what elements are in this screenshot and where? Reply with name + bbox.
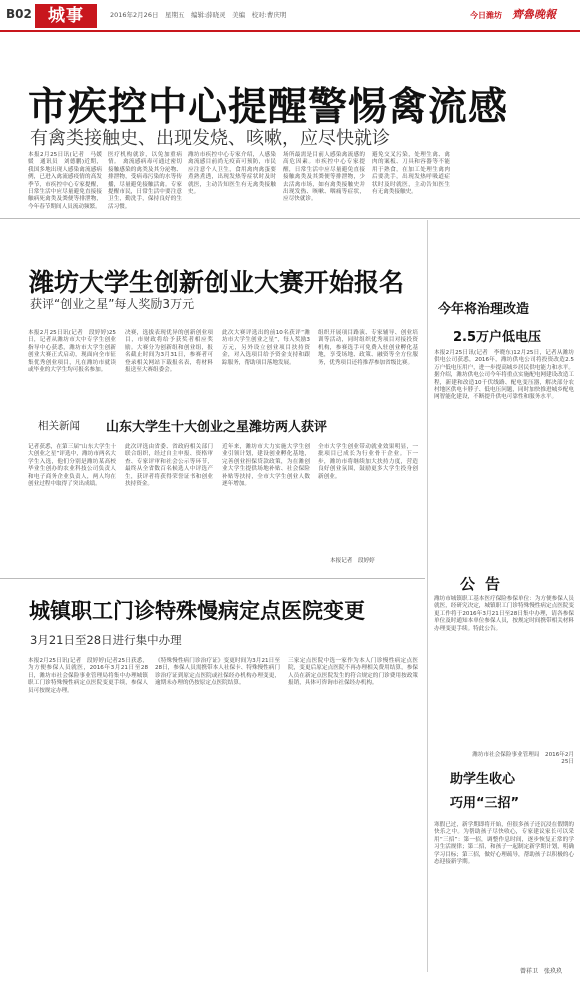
headline-bird-flu: 市疾控中心提醒警惕禽流感: [28, 85, 509, 130]
student-tips-body: 寒假已过，新学期即将开始，但很多孩子还沉浸在假期的快乐之中。为帮助孩子尽快收心，专家建议家长可以采用“三招”：第一招，调整作息时间，逐步恢复正常的学习生活规律；第二招，和孩子一起制定新学期计划，明确学习目标；第三招，做好心理疏导，帮助孩子以积极的心态迎接新学期。: [434, 822, 574, 866]
related-news-label: 相关新闻: [38, 420, 80, 432]
story1-column: 潍坊市疾控中心专家介绍，人感染禽流感目前尚无疫苗可预防，市民应注意个人卫生，食用禽肉禽蛋要煮熟煮透，出现发热等症状时及时就医，主动告知医生有无禽类接触史。: [188, 152, 276, 196]
headline-low-voltage-line1: 今年将治理改造: [438, 302, 530, 317]
paper-logo: 齊魯晚報: [512, 8, 556, 21]
headline-low-voltage-line2: 2.5万户低电压: [453, 330, 542, 345]
related-news-title: 山东大学生十大创业之星潍坊两人获评: [106, 420, 328, 435]
headline-student-tips-line2: 巧用“三招”: [450, 796, 520, 811]
story2-column: 组织开展项目路演、专家辅导、创业培训等活动，同时组织优秀项目对接投资机构，参赛选手可免费入驻创业孵化基地，享受场地、政策、融资等全方位服务，优秀项目还将推荐参加省级比赛。: [318, 330, 418, 366]
today-label: 今日潍坊: [470, 11, 502, 20]
story2-column: 本报2月25日讯(记者 段婷婷)25日，记者从潍坊市大中专学生创业指导中心获悉，潍坊市大学生创新创业大赛正式启动，现面向全市征集优秀创业项目，凡在潍坊市就读或毕业的大学生均可报名参加。: [28, 330, 116, 374]
story2-column: 此次大赛评选出的前10名获评“潍坊市大学生创业之星”，每人奖励3万元，另外设立创业项目扶持资金，对入选项目给予资金支持和跟踪服务，帮助项目落地发展。: [222, 330, 310, 366]
low-voltage-body: 本报2月25日讯(记者 李晓东)12月25日，记者从潍坊供电公司获悉，2016年，潍坊供电公司将投资改造2.5万户低电压用户，进一步提高城乡居民供电能力和水平。据介绍，潍坊供电公司今年将重点实施配电网建设改造工程，新建和改造10千伏线路、配电变压器，解决部分农村地区供电卡脖子、低电压问题，同时加快推进城乡配电网智能化建设，不断提升供电可靠性和服务水平。: [434, 350, 574, 401]
column-divider: [427, 220, 428, 972]
story3-column: 《特殊慢性病门诊治疗证》变更时间为3月21日至28日，参保人员需携带本人社保卡、特殊慢性病门诊治疗证到原定点医院或社保经办机构办理变更，逾期未办理的仍按原定点医院结算。: [155, 658, 280, 687]
headline-innovation-contest: 潍坊大学生创新创业大赛开始报名: [29, 268, 405, 297]
notice-body: 潍坊市城镇职工基本医疗保险参保单位：为方便参保人员就医，经研究决定，城镇职工门诊特殊慢性病定点医院变更工作将于2016年3月21日至28日集中办理，请各参保单位及时通知本单位参保人员，按规定时间携带相关材料办理变更手续。特此公告。: [434, 596, 574, 632]
story1-column: 避免交叉污染，处理生禽、禽肉的案板、刀具和容器等不能用于熟食，在加工处理生禽肉后要洗手，出现发热呼吸道症状时及时就医，主动告知医生有无禽类接触史。: [372, 152, 450, 196]
headline-clinic-change: 城镇职工门诊特殊慢病定点医院变更: [29, 599, 365, 623]
page-number: B02: [6, 7, 32, 21]
header-meta: 2016年2月26日 星期五 编辑:薛晓灵 美编 校对:曹庆明: [110, 11, 287, 19]
story1-column: 医疗机构就诊，以免加重病情。 禽流感病毒可通过密切接触感染的禽类及其分泌物、排泄物，受病毒污染的水等传播，尽量避免接触活禽。专家提醒市民，日常生活中要注意卫生，勤洗手，保持良好的生活习惯。: [108, 152, 182, 210]
section-divider: [0, 578, 425, 579]
story1-column: 场所最需是目前人感染禽流感的高危因素。市疾控中心专家提醒，日常生活中应尽量避免直接接触禽类及其粪便等排泄物，少去活禽市场，如有禽类接触史并出现发热、咳嗽、咽痛等症状，应尽快就诊。: [283, 152, 365, 203]
related-column: 此次评选由省委、省政府相关部门联合组织，经过自主申报、资格审查、专家评审和社会公示等环节，最终从全省数百名候选人中评选产生，获评者将获得荣誉证书和创业扶持资金。: [125, 444, 213, 488]
notice-title: 公告: [460, 575, 511, 593]
subhead-innovation-contest: 获评“创业之星”每人奖励3万元: [30, 297, 195, 311]
subhead-clinic-change: 3月21日至28日进行集中办理: [30, 633, 182, 647]
story1-column: 本报2月25日讯(记者 马媛媛 通讯员 刘德鹏)近期，我国多地出现人感染禽流感病例，已进入禽流感疫情的高发季节，市疾控中心专家提醒，日常生活中应尽量避免直接接触病死禽类及粪便等排泄物，今年春节期间人员流动频繁。: [28, 152, 102, 210]
related-column: 全市大学生创业带动就业效果明显，一批项目已成长为行业骨干企业。下一步，潍坊市将继续加大扶持力度，营造良好创业氛围，鼓励更多大学生投身创新创业。: [318, 444, 418, 480]
headline-student-tips-line1: 助学生收心: [450, 772, 516, 787]
student-tips-byline: 曾祥卫 张玖玖: [520, 968, 563, 975]
subhead-bird-flu: 有禽类接触史、出现发烧、咳嗽，应尽快就诊: [30, 128, 390, 149]
related-column: 记者获悉，在第三届“山东大学生十大创业之星”评选中，潍坊市两名大学生入选，他们分别是潍坊某高校毕业生创办的农业科技公司负责人和电子商务企业负责人，两人均在创业过程中取得了突出成绩。: [28, 444, 116, 488]
header-rule: [0, 30, 580, 32]
story3-column: 本报2月25日讯(记者 段婷婷)记者25日获悉，为方便参保人员就医，2016年3月21日至28日，潍坊市社会保险事业管理局将集中办理城镇职工门诊特殊慢性病定点医院变更手续，参保人员可按规定办理。: [28, 658, 148, 694]
notice-signature: 潍坊市社会保险事业管理局 2016年2月25日: [472, 752, 574, 766]
story2-column: 决赛，选拔表现优异的创新创业项目，市财政将给予获奖者相应奖励。大赛分为创新组和创业组，报名截止时间为3月31日，参赛者可登录相关网站下载报名表，将材料报送至大赛组委会。: [125, 330, 213, 374]
section-divider: [0, 218, 580, 219]
story3-column: 三家定点医院中选一家作为本人门诊慢性病定点医院，变更后原定点医院不再办理相关费用结算，参保人员在新定点医院发生的符合规定的门诊费用按政策报销，具体可咨询市社保经办机构。: [288, 658, 418, 687]
section-tag: 城事: [35, 4, 97, 28]
related-byline: 本报记者 段婷婷: [330, 558, 375, 564]
page-header: [0, 0, 580, 32]
related-column: 近年来，潍坊市大力实施大学生创业引领计划，建设创业孵化基地，完善创业担保贷款政策，为在潍创业大学生提供场地补贴、社会保险补贴等扶持，全市大学生创业人数逐年增加。: [222, 444, 310, 488]
